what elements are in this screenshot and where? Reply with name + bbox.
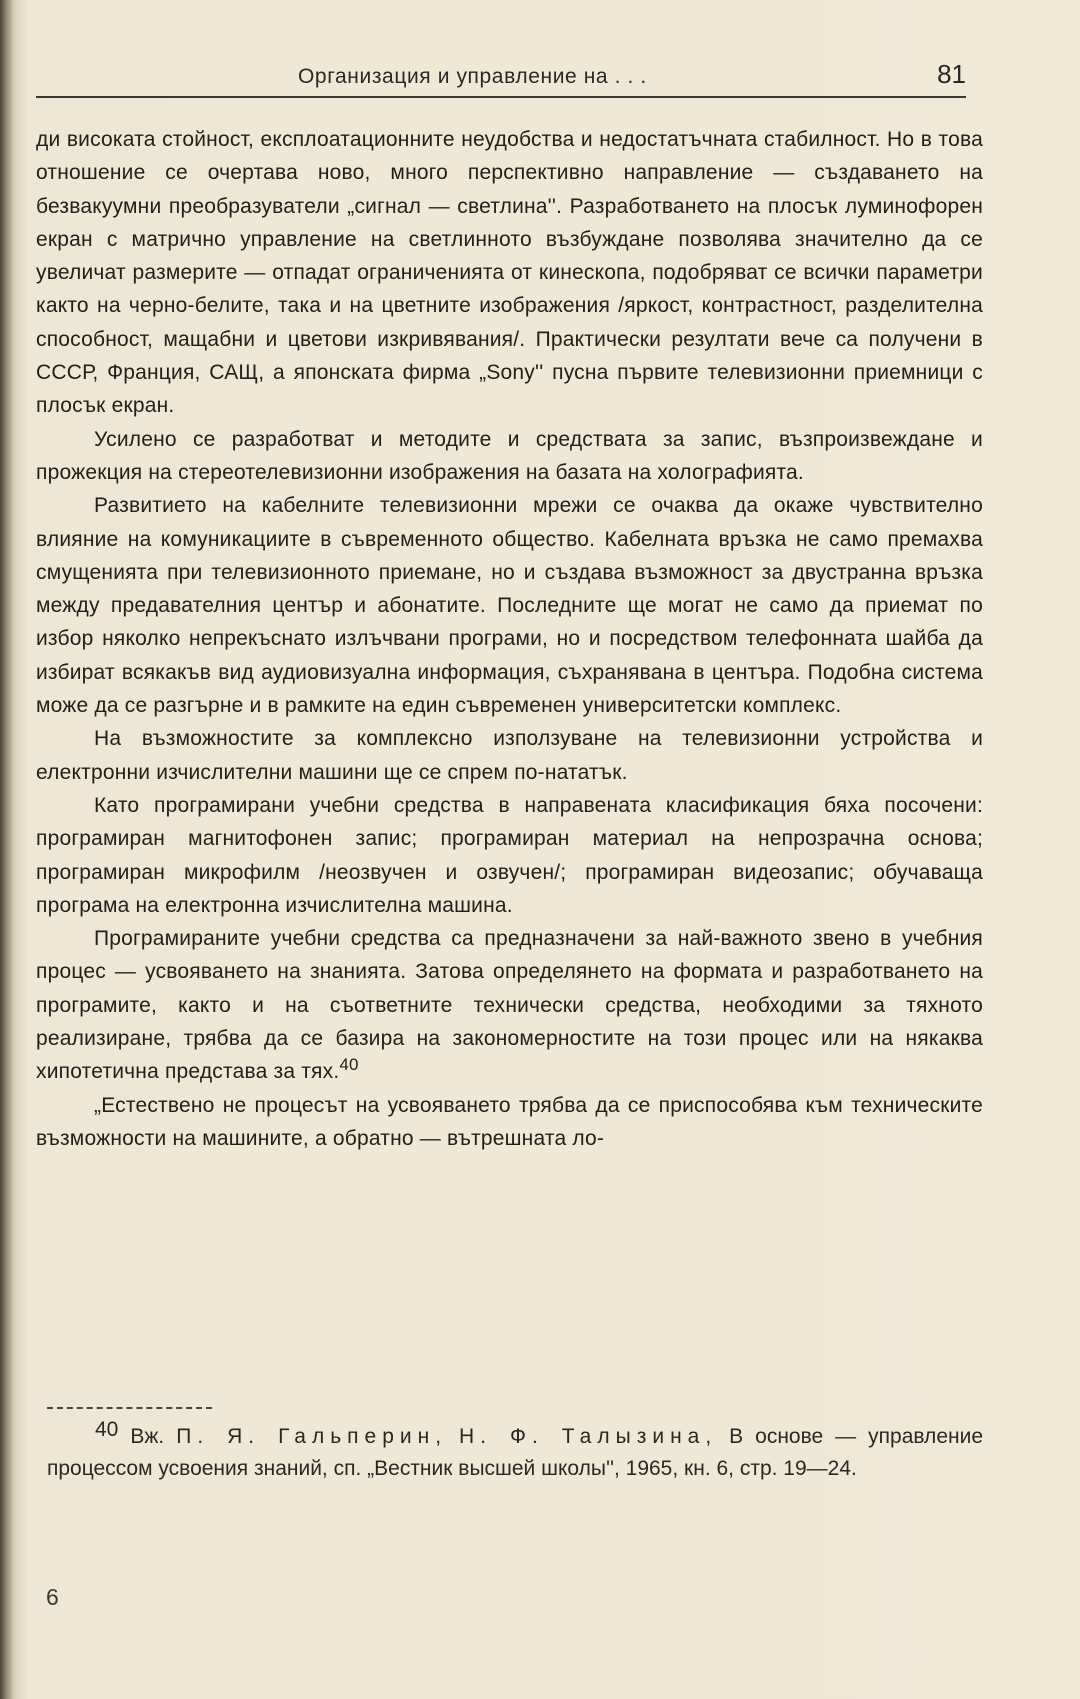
paragraph-2	[36, 423, 983, 490]
paragraph-4	[36, 722, 983, 789]
body-text	[36, 123, 983, 1155]
header-title: Организация и управление на . . .	[298, 65, 647, 88]
paragraph-text: Програмираните учебни средства са предназначени за най-важното звено в учебния процес — усвояването на знанията. Затова определянето на формата и разработването на програмите, както и на съответните технически средства, необходими за тяхното реализиране, трябва да се базира на закономерностите на този процес или на някаква хипотетична представа за тях.	[36, 927, 983, 1084]
footnote-citation: В основе — управление процессом усвоения знаний, сп. „Вестник высшей школы'', 1965, кн. 6, стр. 19—24.	[47, 1425, 983, 1480]
paragraph-5	[36, 789, 983, 922]
paragraph-1	[36, 123, 983, 423]
running-header	[36, 55, 966, 99]
signature-mark: 6	[46, 1584, 59, 1610]
paragraph-text: Като програмирани учебни средства в направената класификация бяха посочени: програмиран магнитофонен запис; програмиран материал на непрозрачна основа; програмиран микрофилм /неозвучен и озвучен/; програмиран видеозапис; обучаваща програма на електронна изчислителна машина.	[36, 793, 983, 917]
paragraph-6	[36, 922, 983, 1088]
footnote-prefix: Вж.	[130, 1425, 165, 1448]
paragraph-text: ди високата стойност, експлоатационните неудобства и недостатъчната стабилност. Но в това отношение се очертава ново, много перспективно направление — създаването на безвакуумни преобразуватели „сигнал — светлина''. Разработването на плосък луминофорен екран с матрично управление на светлинното възбуждане позволява значително да се увеличат размерите — отпадат ограниченията от кинескопа, подобряват се всички параметри както на черно-белите, така и на цветните изображения /яркост, контрастност, разделителна способност, мащабни и цветови изкривявания/. Практически резултати вече са получени в СССР, Франция, САЩ, а японската фирма „Sony'' пусна първите телевизионни приемници с плосък екран.	[36, 128, 983, 418]
paragraph-text: Развитието на кабелните телевизионни мрежи се очаква да окаже чувствително влияние на комуникациите в съвременното общество. Кабелната връзка не само премахва смущенията при телевизионното приемане, но и създава възможност за двустранна връзка между предавателния център и абонатите. Последните ще могат не само да приемат по избор няколко непрекъснато излъчвани програми, но и посредством телефонната шайба да избират всякакъв вид аудиовизуална информация, съхранявана в центъра. Подобна система може да се разгърне и в рамките на един съвременен университетски комплекс.	[36, 494, 983, 718]
paragraph-text: На възможностите за комплексно използуване на телевизионни устройства и електронни изчислителни машини ще се спрем по-нататък.	[36, 727, 983, 784]
paragraph-text: Усилено се разработват и методите и средствата за запис, възпроизвеждане и прожекция на стереотелевизионни изображения на базата на холографията.	[36, 427, 983, 484]
footnote-author: Н. Ф. Талызина,	[459, 1425, 718, 1448]
footnote-reference: 40	[339, 1055, 359, 1075]
paragraph-text: „Естествено не процесът на усвояването трябва да се приспособява към техническите възможности на машините, а обратно — вътрешната ло-	[36, 1093, 983, 1150]
footnote	[47, 1418, 983, 1485]
header-rule	[36, 96, 966, 98]
footnote-number: 40	[95, 1418, 119, 1441]
footnote-author: П. Я. Гальперин,	[176, 1425, 448, 1448]
paragraph-7	[36, 1089, 983, 1156]
page-number: 81	[937, 59, 966, 89]
footnote-separator	[47, 1407, 212, 1409]
paragraph-3	[36, 489, 983, 722]
